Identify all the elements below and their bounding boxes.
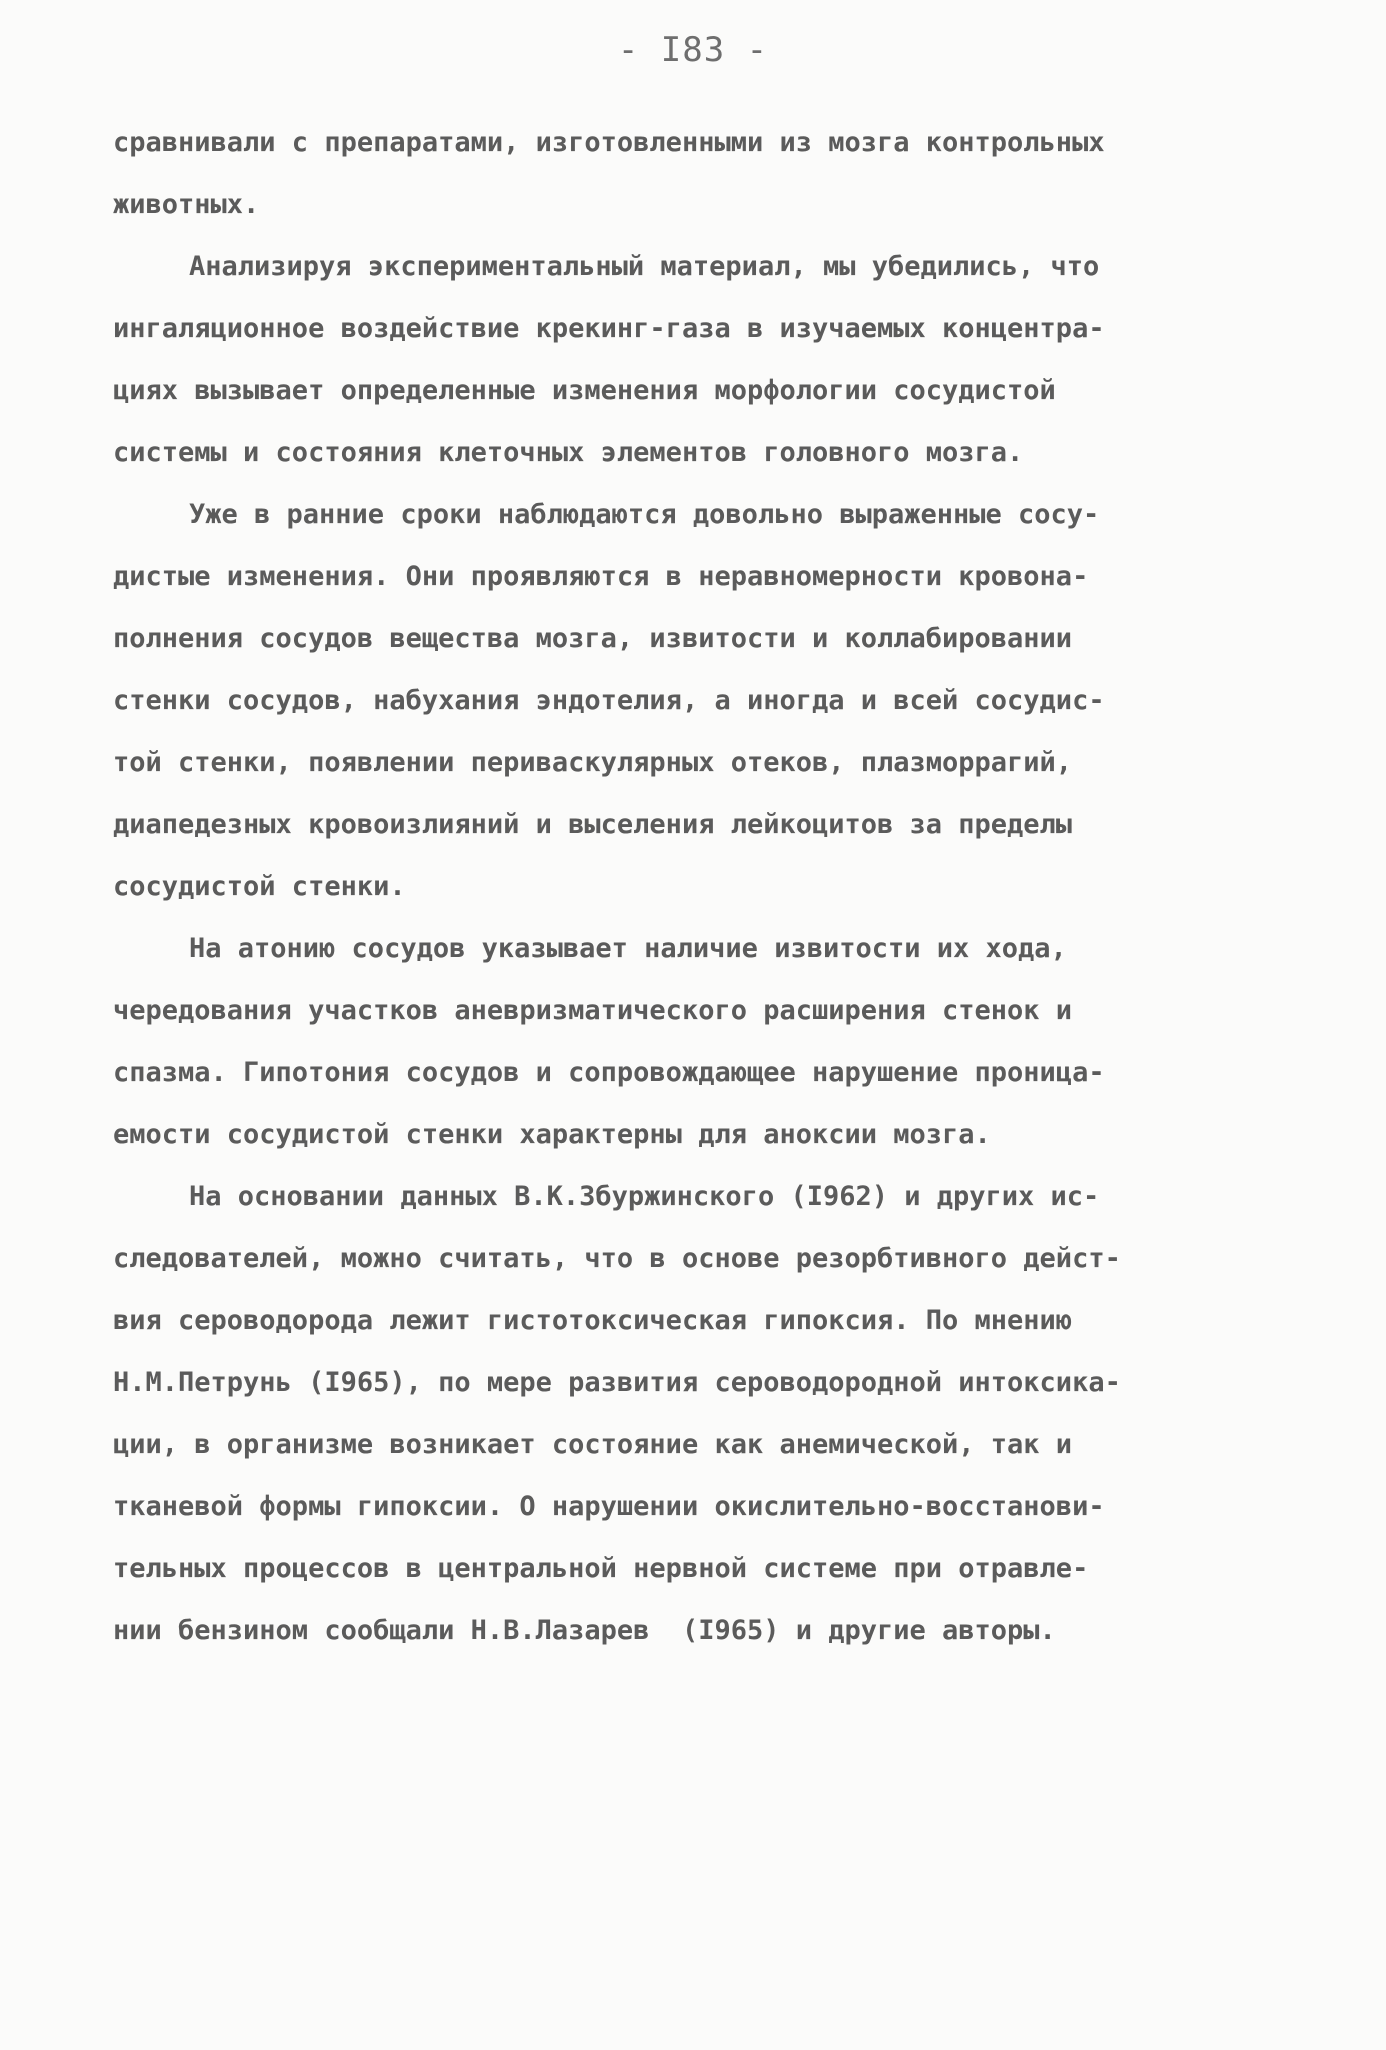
text-line: сосудистой стенки. xyxy=(113,871,406,902)
text-line: полнения сосудов вещества мозга, извитости и коллабировании xyxy=(113,623,1073,654)
text-line: следователей, можно считать, что в основе резорбтивного дейст- xyxy=(113,1243,1121,1274)
text-line: животных. xyxy=(113,189,260,220)
text-line: дистые изменения. Они проявляются в неравномерности кровона- xyxy=(113,561,1089,592)
text-line: Н.М.Петрунь (I965), по мере развития сероводородной интоксика- xyxy=(113,1367,1121,1398)
text-line: ингаляционное воздействие крекинг-газа в изучаемых концентра- xyxy=(113,313,1105,344)
text-line: нии бензином сообщали Н.В.Лазарев (I965) и другие авторы. xyxy=(113,1615,1056,1646)
text-line: сравнивали с препаратами, изготовленными из мозга контрольных xyxy=(113,127,1105,158)
text-line: ции, в организме возникает состояние как анемической, так и xyxy=(113,1429,1073,1460)
paragraph-start-line: На атонию сосудов указывает наличие извитости их хода, xyxy=(189,933,1067,964)
text-line: вия сероводорода лежит гистотоксическая гипоксия. По мнению xyxy=(113,1305,1073,1336)
text-line: чередования участков аневризматического расширения стенок и xyxy=(113,995,1073,1026)
text-line: циях вызывает определенные изменения морфологии сосудистой xyxy=(113,375,1056,406)
text-line: системы и состояния клеточных элементов головного мозга. xyxy=(113,437,1024,468)
text-line: тканевой формы гипоксии. О нарушении окислительно-восстанови- xyxy=(113,1491,1105,1522)
text-line: той стенки, появлении периваскулярных отеков, плазморрагий, xyxy=(113,747,1073,778)
text-line: диапедезных кровоизлияний и выселения лейкоцитов за пределы xyxy=(113,809,1073,840)
text-line: спазма. Гипотония сосудов и сопровождающее нарушение проница- xyxy=(113,1057,1105,1088)
page-number: - I83 - xyxy=(617,30,769,70)
paragraph-start-line: Уже в ранние сроки наблюдаются довольно выраженные сосу- xyxy=(189,499,1100,530)
body-text xyxy=(113,112,1293,1662)
text-line: емости сосудистой стенки характерны для аноксии мозга. xyxy=(113,1119,991,1150)
paragraph-start-line: На основании данных В.К.Збуржинского (I962) и других ис- xyxy=(189,1181,1100,1212)
paragraph-start-line: Анализируя экспериментальный материал, мы убедились, что xyxy=(189,251,1100,282)
text-line: тельных процессов в центральной нервной системе при отравле- xyxy=(113,1553,1089,1584)
text-line: стенки сосудов, набухания эндотелия, а иногда и всей сосудис- xyxy=(113,685,1105,716)
